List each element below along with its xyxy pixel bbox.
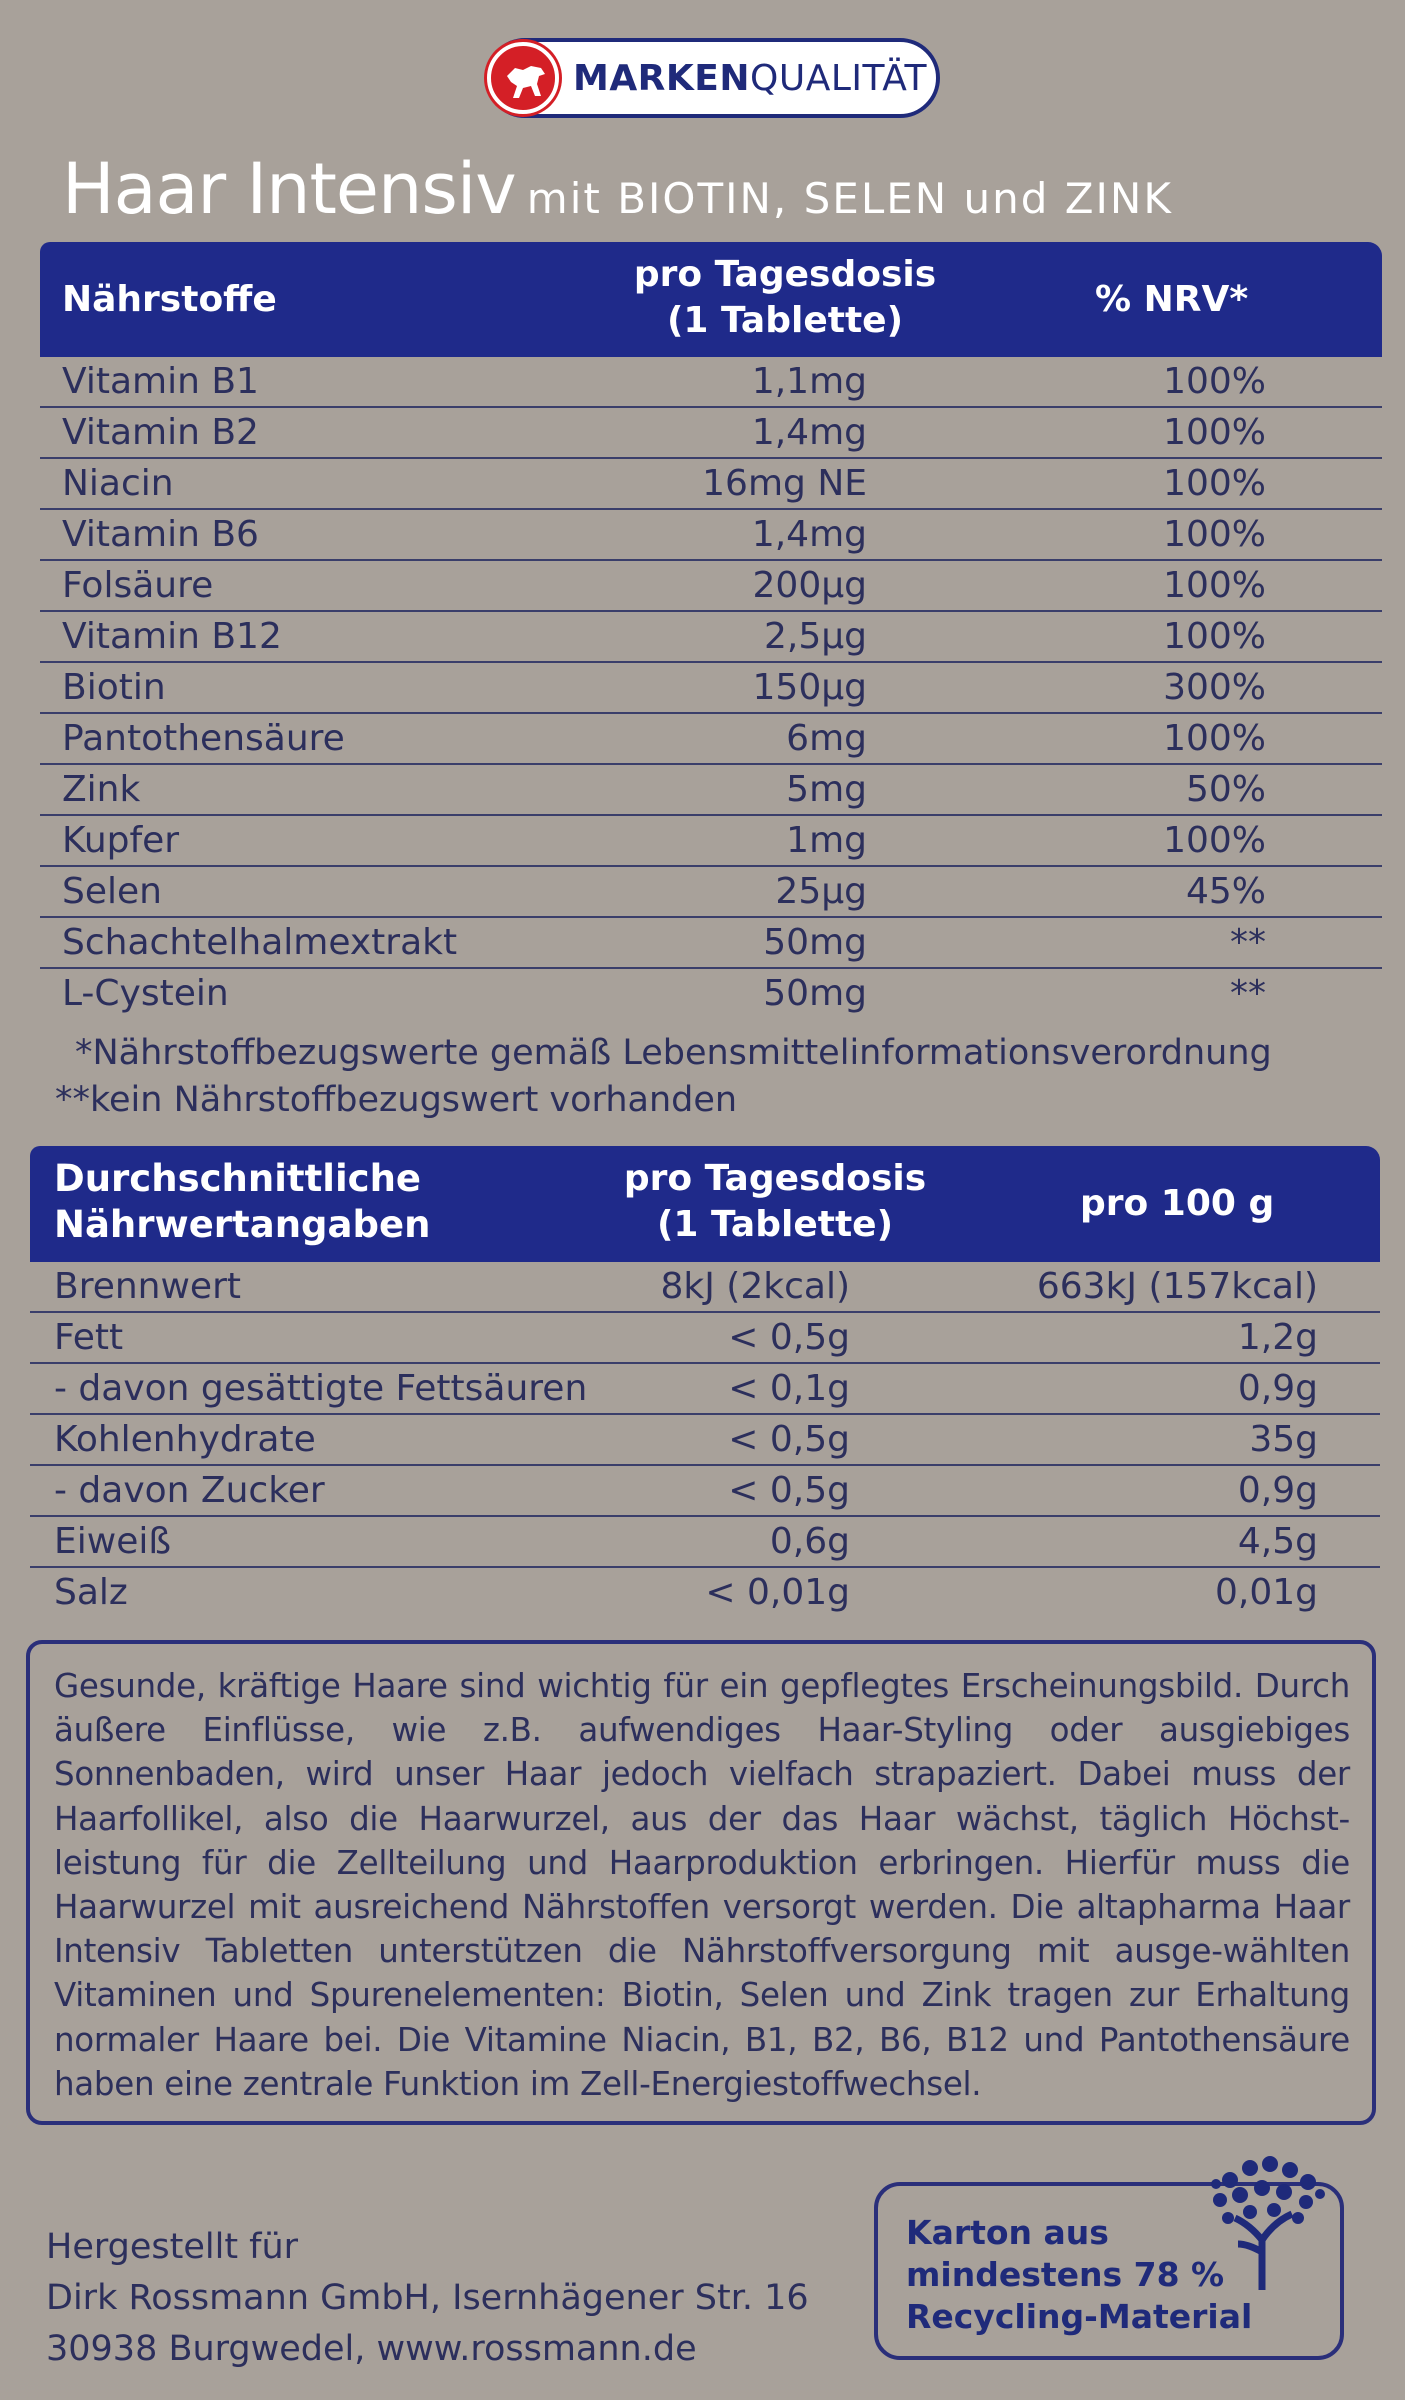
nutrient-dose: 1mg [786, 820, 867, 861]
nutrient-dose: 150µg [752, 667, 867, 708]
table-row [40, 510, 1382, 561]
manufacturer-line: Hergestellt für [46, 2227, 299, 2267]
nutrient-dose: 16mg NE [702, 463, 867, 504]
table-row [40, 816, 1382, 867]
nutrient-name: Folsäure [62, 565, 214, 606]
product-name: Haar Intensiv [62, 148, 516, 230]
heart-tree-icon [1190, 2140, 1340, 2290]
table-row [40, 714, 1382, 765]
nutrient-nrv: 100% [1163, 514, 1266, 555]
nutrient-nrv: 300% [1163, 667, 1266, 708]
nutrient-dose: 6mg [786, 718, 867, 759]
nutrient-dose: 25µg [775, 871, 867, 912]
brand-label: MARKENQUALITÄT [573, 57, 928, 99]
nutrient-name: Pantothensäure [62, 718, 345, 759]
table-row [30, 1415, 1380, 1466]
nutrient-nrv: 100% [1163, 463, 1266, 504]
table-row [30, 1568, 1380, 1619]
table-row [30, 1262, 1380, 1313]
footnote-no-nrv: **kein Nährstoffbezugswert vorhanden [55, 1080, 738, 1120]
nutrition-per-100g: 0,9g [1237, 1470, 1318, 1511]
table-row [30, 1466, 1380, 1517]
nutrition-per-100g: 0,9g [1237, 1368, 1318, 1409]
header-nutrition-values: Durchschnittliche Nährwertangaben [54, 1157, 431, 1246]
nutrition-per-100g: 663kJ (157kcal) [1036, 1266, 1318, 1307]
nutrient-dose: 1,4mg [751, 514, 867, 555]
brand-badge [485, 38, 940, 118]
table-row [40, 765, 1382, 816]
table-row [40, 408, 1382, 459]
nutrient-nrv: 45% [1185, 871, 1266, 912]
nutrition-per-100g: 1,2g [1237, 1317, 1318, 1358]
header-nutrients: Nährstoffe [62, 279, 277, 320]
table-row [40, 918, 1382, 969]
nutrient-name: Kupfer [62, 820, 180, 861]
nutrient-dose: 200µg [752, 565, 867, 606]
nutrient-nrv: 100% [1163, 412, 1266, 453]
nutrition-dose: < 0,01g [705, 1572, 850, 1613]
nutrition-dose: 8kJ (2kcal) [660, 1266, 850, 1307]
nutrient-name: Niacin [62, 463, 174, 504]
description-text: Gesunde, kräftige Haare sind wichtig für ein gepflegtes Erscheinungsbild. Durch äußere Einflüsse, wie z.B. aufwendiges Haar-Styling oder ausgiebiges Sonnenbaden, wird unser Haar jedoch vielfach strapaziert. Dabei muss der Haarfollikel, also die Haarwurzel, aus der das Haar wächst, täglich Höchst-leistung für die Zellteilung und Haarproduktion erbringen. Hierfür muss die Haarwurzel mit ausreichend Nährstoffen versorgt werden. Die altapharma Haar Intensiv Tabletten unterstützen die Nährstoffversorgung mit ausge-wählten Vitaminen und Spurenelementen: Biotin, Selen und Zink tragen zur Erhaltung normaler Haare bei. Die Vitamine Niacin, B1, B2, B6, B12 und Pantothensäure haben eine zentrale Funktion im Zell-Energiestoffwechsel. [54, 1667, 1350, 2103]
nutrition-per-100g: 35g [1249, 1419, 1318, 1460]
nutrient-nrv: 50% [1185, 769, 1266, 810]
manufacturer-info [46, 2222, 809, 2375]
nutrition-name: Eiweiß [54, 1521, 172, 1562]
table-row [40, 612, 1382, 663]
nutrient-nrv: ** [1230, 922, 1266, 963]
nutrient-name: Selen [62, 871, 162, 912]
nutrient-nrv: 100% [1163, 718, 1266, 759]
nutrition-name: Fett [54, 1317, 124, 1358]
nutrition-name: Salz [54, 1572, 128, 1613]
nutrition-name: - davon gesättigte Fettsäuren [54, 1368, 588, 1409]
manufacturer-line: 30938 Burgwedel, www.rossmann.de [46, 2329, 697, 2369]
table-row [40, 663, 1382, 714]
product-subtitle: mit BIOTIN, SELEN und ZINK [526, 174, 1173, 223]
table-row [40, 561, 1382, 612]
nutrient-name: Vitamin B6 [62, 514, 259, 555]
header-dose: pro Tagesdosis (1 Tablette) [633, 254, 937, 341]
nutrient-nrv: 100% [1163, 361, 1266, 402]
manufacturer-line: Dirk Rossmann GmbH, Isernhägener Str. 16 [46, 2278, 809, 2318]
nutrition-dose: < 0,5g [728, 1419, 850, 1460]
nutrient-name: Biotin [62, 667, 166, 708]
nutrition-dose: < 0,5g [728, 1317, 850, 1358]
recycling-text: Karton aus mindestens 78 % Recycling-Material [906, 2213, 1253, 2336]
description-box [26, 1640, 1376, 2125]
nutrient-name: Vitamin B2 [62, 412, 259, 453]
nutrient-nrv: ** [1230, 973, 1266, 1014]
nutrition-name: Brennwert [54, 1266, 241, 1307]
nutrients-table-header [40, 242, 1382, 357]
nutrient-dose: 5mg [786, 769, 867, 810]
nutrition-dose: 0,6g [769, 1521, 850, 1562]
nutrient-name: Zink [62, 769, 141, 810]
nutrient-nrv: 100% [1163, 565, 1266, 606]
nutrition-name: Kohlenhydrate [54, 1419, 316, 1460]
brand-logo-icon [487, 42, 559, 114]
nutrient-nrv: 100% [1163, 820, 1266, 861]
nutrition-per-100g: 4,5g [1237, 1521, 1318, 1562]
table-row [30, 1517, 1380, 1568]
nutrient-dose: 1,4mg [751, 412, 867, 453]
table-row [40, 459, 1382, 510]
nutrition-dose: < 0,5g [728, 1470, 850, 1511]
nutrient-dose: 2,5µg [763, 616, 867, 657]
footnote-nrv: *Nährstoffbezugswerte gemäß Lebensmittelinformationsverordnung [75, 1033, 1272, 1073]
nutrient-nrv: 100% [1163, 616, 1266, 657]
nutrition-name: - davon Zucker [54, 1470, 325, 1511]
header-dose: pro Tagesdosis (1 Tablette) [623, 1158, 927, 1245]
nutrition-per-100g: 0,01g [1214, 1572, 1318, 1613]
nutrient-dose: 1,1mg [751, 361, 867, 402]
header-per-100g: pro 100 g [1080, 1183, 1275, 1224]
product-title [62, 148, 1173, 230]
nutrition-dose: < 0,1g [728, 1368, 850, 1409]
table-row [40, 969, 1382, 1020]
nutrient-dose: 50mg [763, 973, 867, 1014]
nutrient-name: Vitamin B12 [62, 616, 282, 657]
nutrient-name: Vitamin B1 [62, 361, 259, 402]
table-row [40, 357, 1382, 408]
nutrient-name: L-Cystein [62, 973, 229, 1014]
header-nrv: % NRV* [1095, 279, 1249, 320]
nutrient-name: Schachtelhalmextrakt [62, 922, 458, 963]
table-row [30, 1313, 1380, 1364]
nutrition-table-header [30, 1146, 1380, 1262]
nutrient-dose: 50mg [763, 922, 867, 963]
table-row [40, 867, 1382, 918]
table-row [30, 1364, 1380, 1415]
